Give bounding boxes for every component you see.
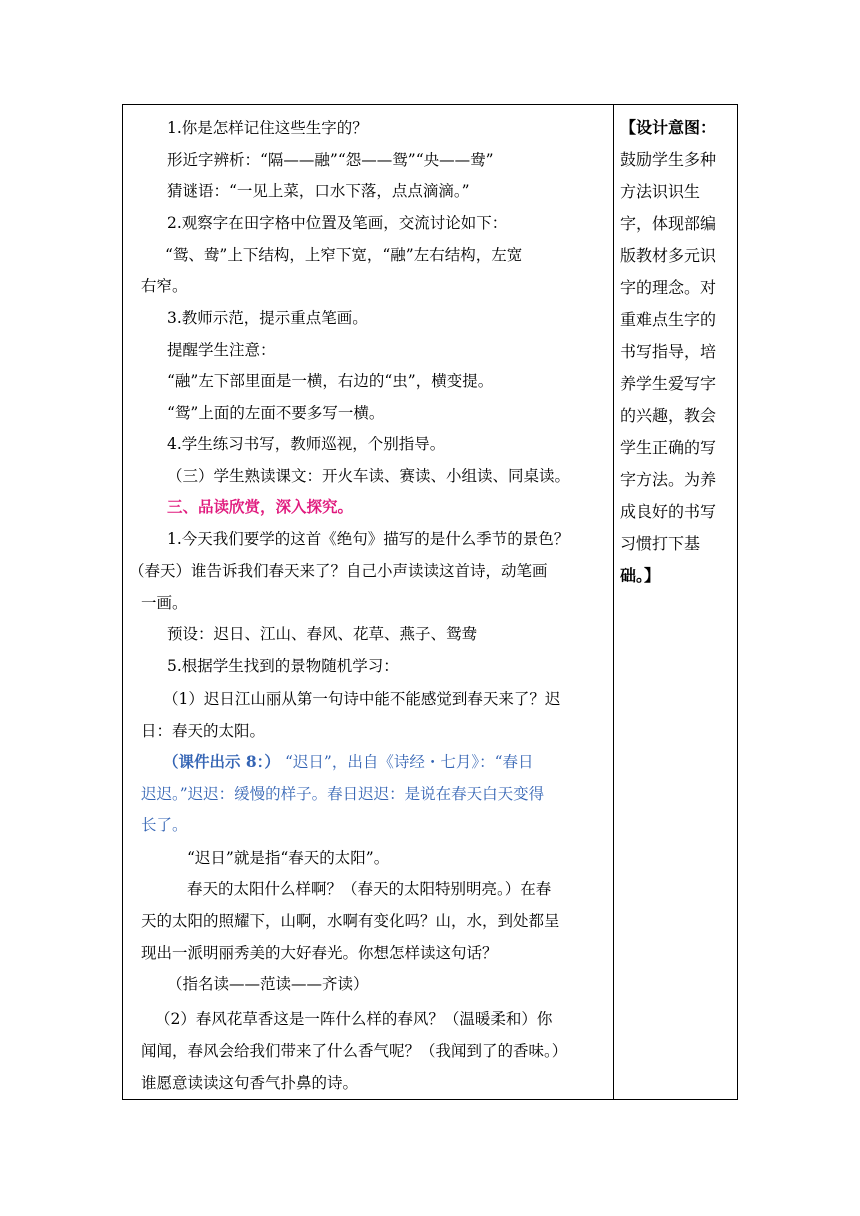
text-line: 春天的太阳什么样啊？（春天的太阳特别明亮。）在春 (187, 880, 552, 898)
text-line: “融”左下部里面是一横，右边的“虫”，横变提。 (167, 372, 494, 390)
text-line: 4.学生练习书写，教师巡视，个别指导。 (167, 435, 446, 453)
text-line: 学生正确的写 (620, 438, 717, 457)
text-line: 3.教师示范，提示重点笔画。 (167, 309, 368, 327)
design-intent-heading: 【设计意图： (620, 118, 717, 137)
text-line: 日：春天的太阳。 (141, 722, 266, 740)
text-line: 猜谜语：“一见上菜，口水下落，点点滴滴。” (167, 182, 470, 200)
text-line: 1.今天我们要学的这首《绝句》描写的是什么季节的景色？ (167, 530, 570, 548)
section-heading: 三、品读欣赏，深入探究。 (167, 497, 354, 516)
text-line: 方法识识生 (620, 182, 701, 201)
text-line: 础。】 (620, 566, 661, 585)
text-line: 的兴趣，教会 (620, 406, 717, 425)
text-line: 谁愿意读读这句香气扑鼻的诗。 (141, 1074, 359, 1092)
text-line: 闻闻，春风会给我们带来了什么香气呢？（我闻到了的香味。） (141, 1042, 568, 1060)
text-line: （1）迟日江山丽从第一句诗中能不能感觉到春天来了？迟 (163, 690, 561, 708)
text-line: （2）春风花草香这是一阵什么样的春风？（温暖柔和）你 (155, 1010, 553, 1028)
text-line: 1.你是怎样记住这些生字的？ (167, 119, 368, 137)
column-divider (613, 105, 614, 1099)
text-line: 一画。 (141, 594, 188, 612)
text-line: 形近字辨析：“隔——融”“怨——鸳”“央——鸯” (167, 151, 494, 169)
lesson-table (122, 104, 738, 1100)
text-line: 右窄。 (141, 277, 188, 295)
text-line: 天的太阳的照耀下，山啊，水啊有变化吗？山，水，到处都呈 (141, 912, 560, 930)
text-line: “鸳、鸯”上下结构，上窄下宽，“融”左右结构，左宽 (165, 246, 523, 264)
text-line: （三）学生熟读课文：开火车读、赛读、小组读、同桌读。 (167, 467, 571, 485)
courseware-text: 长了。 (141, 816, 188, 834)
text-line: 2.观察字在田字格中位置及笔画，交流讨论如下： (167, 214, 508, 232)
text-line: 成良好的书写 (620, 502, 717, 521)
text-line: （指名读——范读——齐读） (167, 975, 369, 993)
text-line: 字方法。为养 (620, 470, 717, 489)
text-line: 鼓励学生多种 (620, 150, 717, 169)
text-line: 版教材多元识 (620, 246, 717, 265)
text-line: 重难点生字的 (620, 310, 717, 329)
text-line: 习惯打下基 (620, 534, 701, 553)
text-line: 字的理念。对 (620, 278, 717, 297)
text-line: “鸳”上面的左面不要多写一横。 (167, 404, 385, 422)
text-line: （春天）谁告诉我们春天来了？自己小声读读这首诗，动笔画 (129, 562, 548, 580)
courseware-text: 迟迟。”迟迟：缓慢的样子。春日迟迟：是说在春天白天变得 (141, 785, 545, 803)
text-line: 养学生爱写字 (620, 374, 717, 393)
text-line: 现出一派明丽秀美的大好春光。你想怎样读这句话？ (141, 944, 498, 962)
text-line: “迟日”就是指“春天的太阳”。 (187, 849, 390, 867)
text-line: 提醒学生注意： (167, 341, 276, 359)
text-line: 字，体现部编 (620, 214, 717, 233)
courseware-label: （课件出示 8：） (163, 752, 280, 771)
text-line: 书写指导，培 (620, 342, 717, 361)
text-line: 预设：迟日、江山、春风、花草、燕子、鸳鸯 (167, 625, 478, 643)
text-line: 5.根据学生找到的景物随机学习： (167, 657, 399, 675)
courseware-text: “迟日”，出自《诗经・七月》：“春日 (285, 753, 534, 771)
